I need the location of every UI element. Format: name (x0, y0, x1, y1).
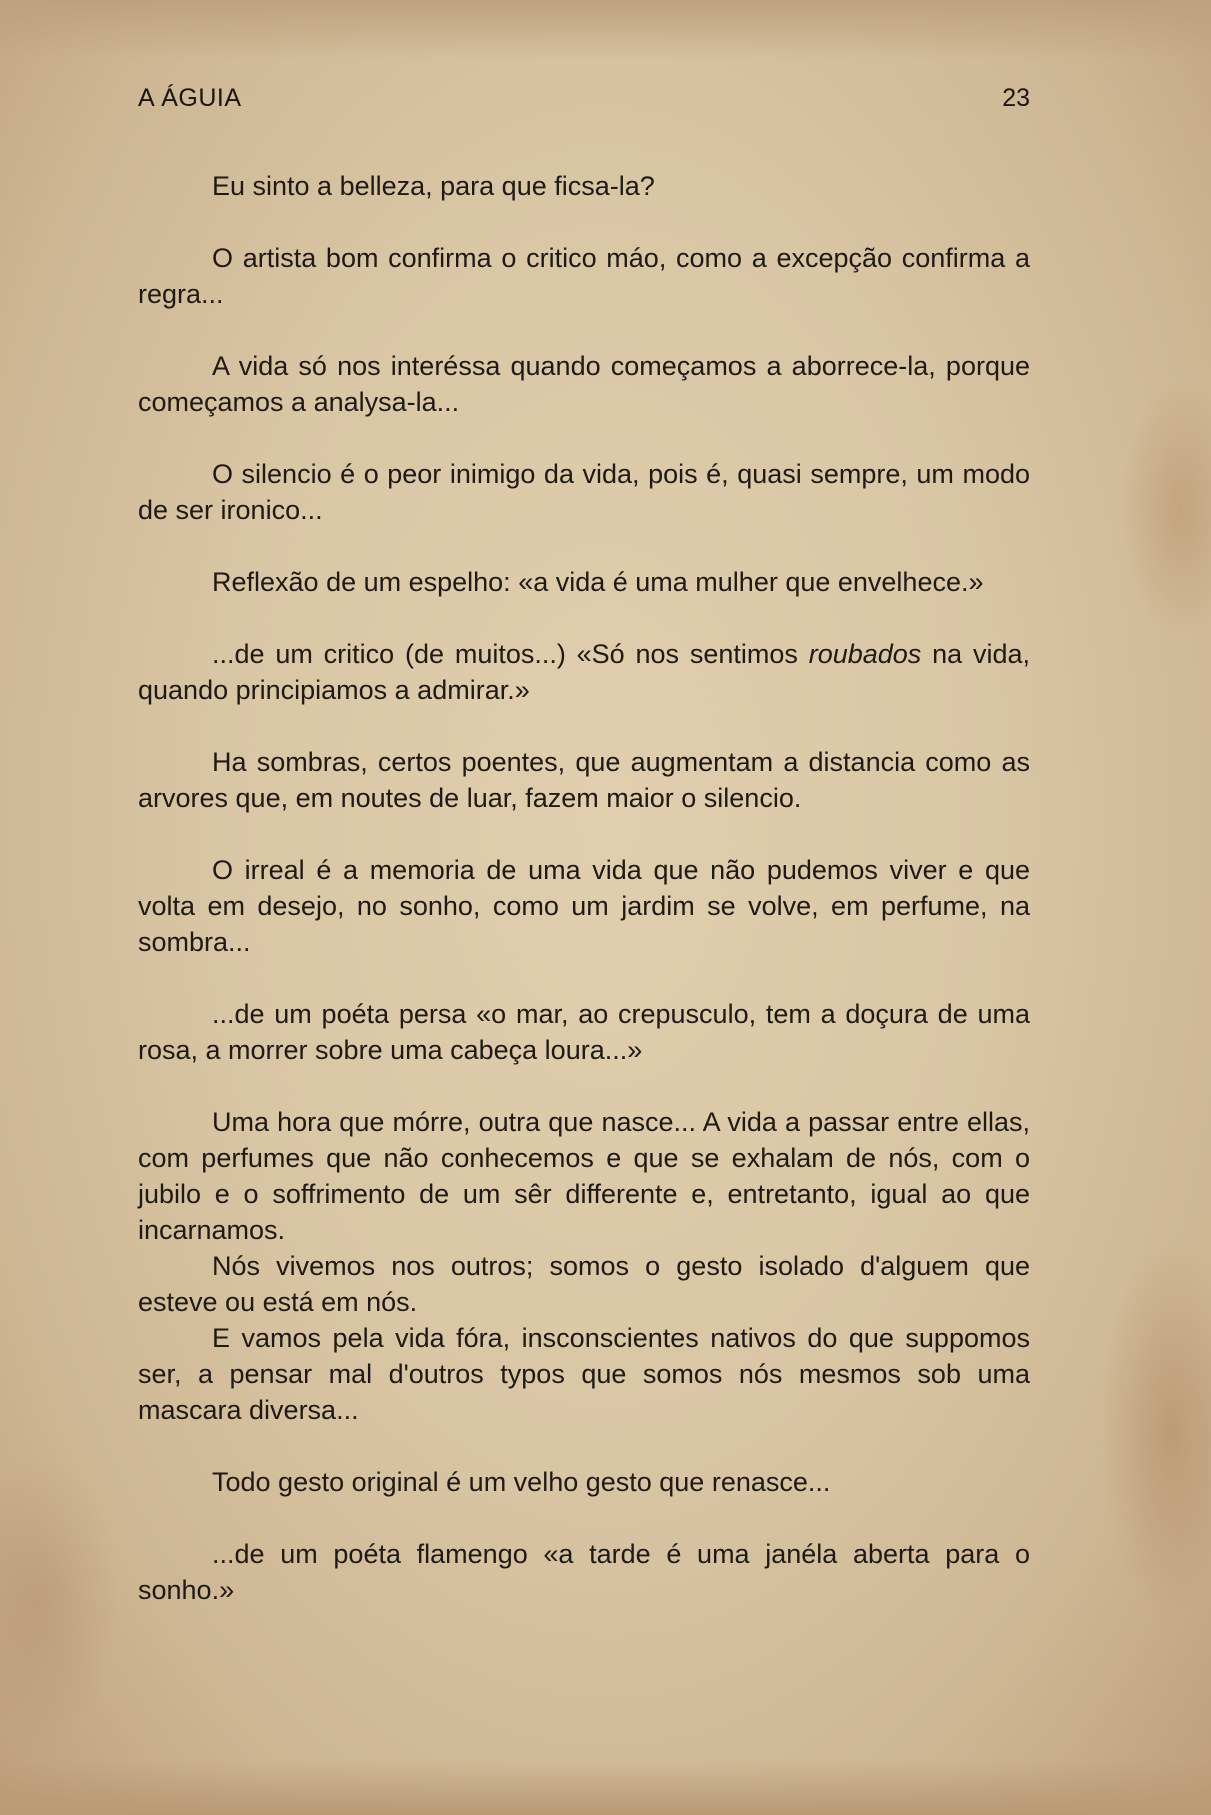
aphorism-paragraph: E vamos pela vida fóra, insconscientes nativos do que suppomos ser, a pensar mal d'outros typos que somos nós mesmos sob uma mascara diversa... (138, 1323, 1030, 1425)
aphorism-paragraph: A vida só nos interéssa quando começamos a aborrece-la, porque começamos a analysa-la... (138, 351, 1030, 417)
page-edge-shade (0, 1760, 1211, 1815)
page-edge-shade (0, 0, 1211, 60)
aphorism-paragraph: Reflexão de um espelho: «a vida é uma mulher que envelhece.» (212, 567, 984, 597)
running-header (138, 84, 1030, 120)
aphorism-paragraph: O artista bom confirma o critico máo, como a excepção confirma a regra... (138, 243, 1030, 309)
aphorism-paragraph: O silencio é o peor inimigo da vida, pois é, quasi sempre, um modo de ser ironico... (138, 459, 1030, 525)
paper-stain (1100, 1240, 1211, 1620)
paragraph-text: na vida, quando principiamos a admirar.» (138, 639, 1031, 705)
aphorism-paragraph: Eu sinto a belleza, para que ficsa-la? (212, 171, 655, 201)
aphorism-paragraph (138, 636, 1030, 708)
aphorism-paragraph: ...de um poéta flamengo «a tarde é uma janéla aberta para o sonho.» (138, 1539, 1030, 1605)
aphorism-paragraph: Todo gesto original é um velho gesto que renasce... (212, 1467, 831, 1497)
aphorism-paragraph: ...de um poéta persa «o mar, ao crepusculo, tem a doçura de uma rosa, a morrer sobre uma cabeça loura...» (138, 999, 1030, 1065)
paragraph-text: ...de um critico (de muitos...) «Só nos sentimos (212, 639, 809, 669)
aphorism-paragraph: Uma hora que mórre, outra que nasce... A vida a passar entre ellas, com perfumes que não conhecemos e que se exhalam de nós, com o jubilo e o soffrimento de um sêr differente e, entretanto, igual ao que incarnamos. (138, 1107, 1030, 1245)
emphasized-word: roubados (808, 639, 922, 669)
journal-title: A ÁGUIA (138, 84, 242, 112)
page-number: 23 (1002, 84, 1030, 112)
aphorism-paragraph: O irreal é a memoria de uma vida que não pudemos viver e que volta em desejo, no sonho, como um jardim se volve, em perfume, na sombra... (138, 855, 1030, 957)
aphorism-paragraph: Nós vivemos nos outros; somos o gesto isolado d'alguem que esteve ou está em nós. (138, 1251, 1030, 1317)
aphorism-paragraph: Ha sombras, certos poentes, que augmentam a distancia como as arvores que, em noutes de luar, fazem maior o silencio. (138, 747, 1030, 813)
paper-stain (1120, 380, 1211, 640)
page-body (138, 168, 1030, 1608)
paper-stain (0, 1450, 120, 1750)
